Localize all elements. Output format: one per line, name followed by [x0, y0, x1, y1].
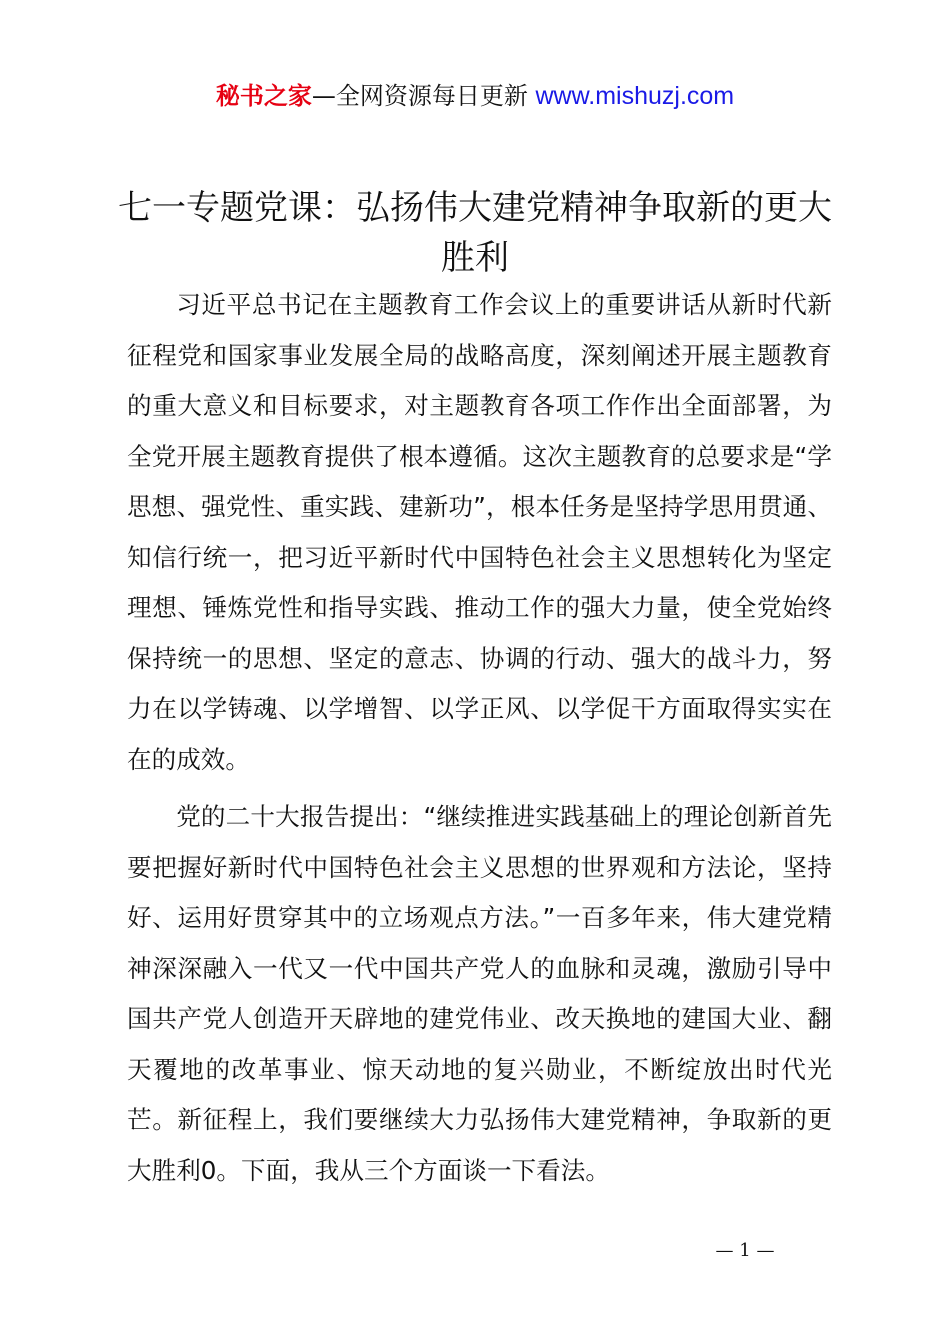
- document-body: [127, 280, 832, 1196]
- page-number: — 1 —: [715, 1240, 775, 1261]
- body-paragraph: 习近平总书记在主题教育工作会议上的重要讲话从新时代新征程党和国家事业发展全局的战略高度，深刻阐述开展主题教育的重大意义和目标要求，对主题教育各项工作作出全面部署，为全党开展主题教育提供了根本遵循。这次主题教育的总要求是“学思想、强党性、重实践、建新功”，根本任务是坚持学思用贯通、知信行统一，把习近平新时代中国特色社会主义思想转化为坚定理想、锤炼党性和指导实践、推动工作的强大力量，使全党始终保持统一的思想、坚定的意志、协调的行动、强大的战斗力，努力在以学铸魂、以学增智、以学正风、以学促干方面取得实实在在的成效。: [127, 290, 832, 774]
- site-tagline: —全网资源每日更新: [311, 82, 536, 110]
- site-brand: 秘书之家: [215, 82, 312, 110]
- document-title: 七一专题党课：弘扬伟大建党精神争取新的更大胜利: [118, 188, 832, 278]
- body-paragraph: 党的二十大报告提出：“继续推进实践基础上的理论创新首先要把握好新时代中国特色社会主义思想的世界观和方法论，坚持好、运用好贯穿其中的立场观点方法。”一百多年来，伟大建党精神深深融入一代又一代中国共产党人的血脉和灵魂，激励引导中国共产党人创造开天辟地的建党伟业、改天换地的建国大业、翻天覆地的改革事业、惊天动地的复兴勋业，不断绽放出时代光芒。新征程上，我们要继续大力弘扬伟大建党精神，争取新的更大胜利0。下面，我从三个方面谈一下看法。: [127, 802, 832, 1185]
- site-url-link[interactable]: www.mishuzj.com: [535, 82, 735, 110]
- site-header: [0, 80, 950, 112]
